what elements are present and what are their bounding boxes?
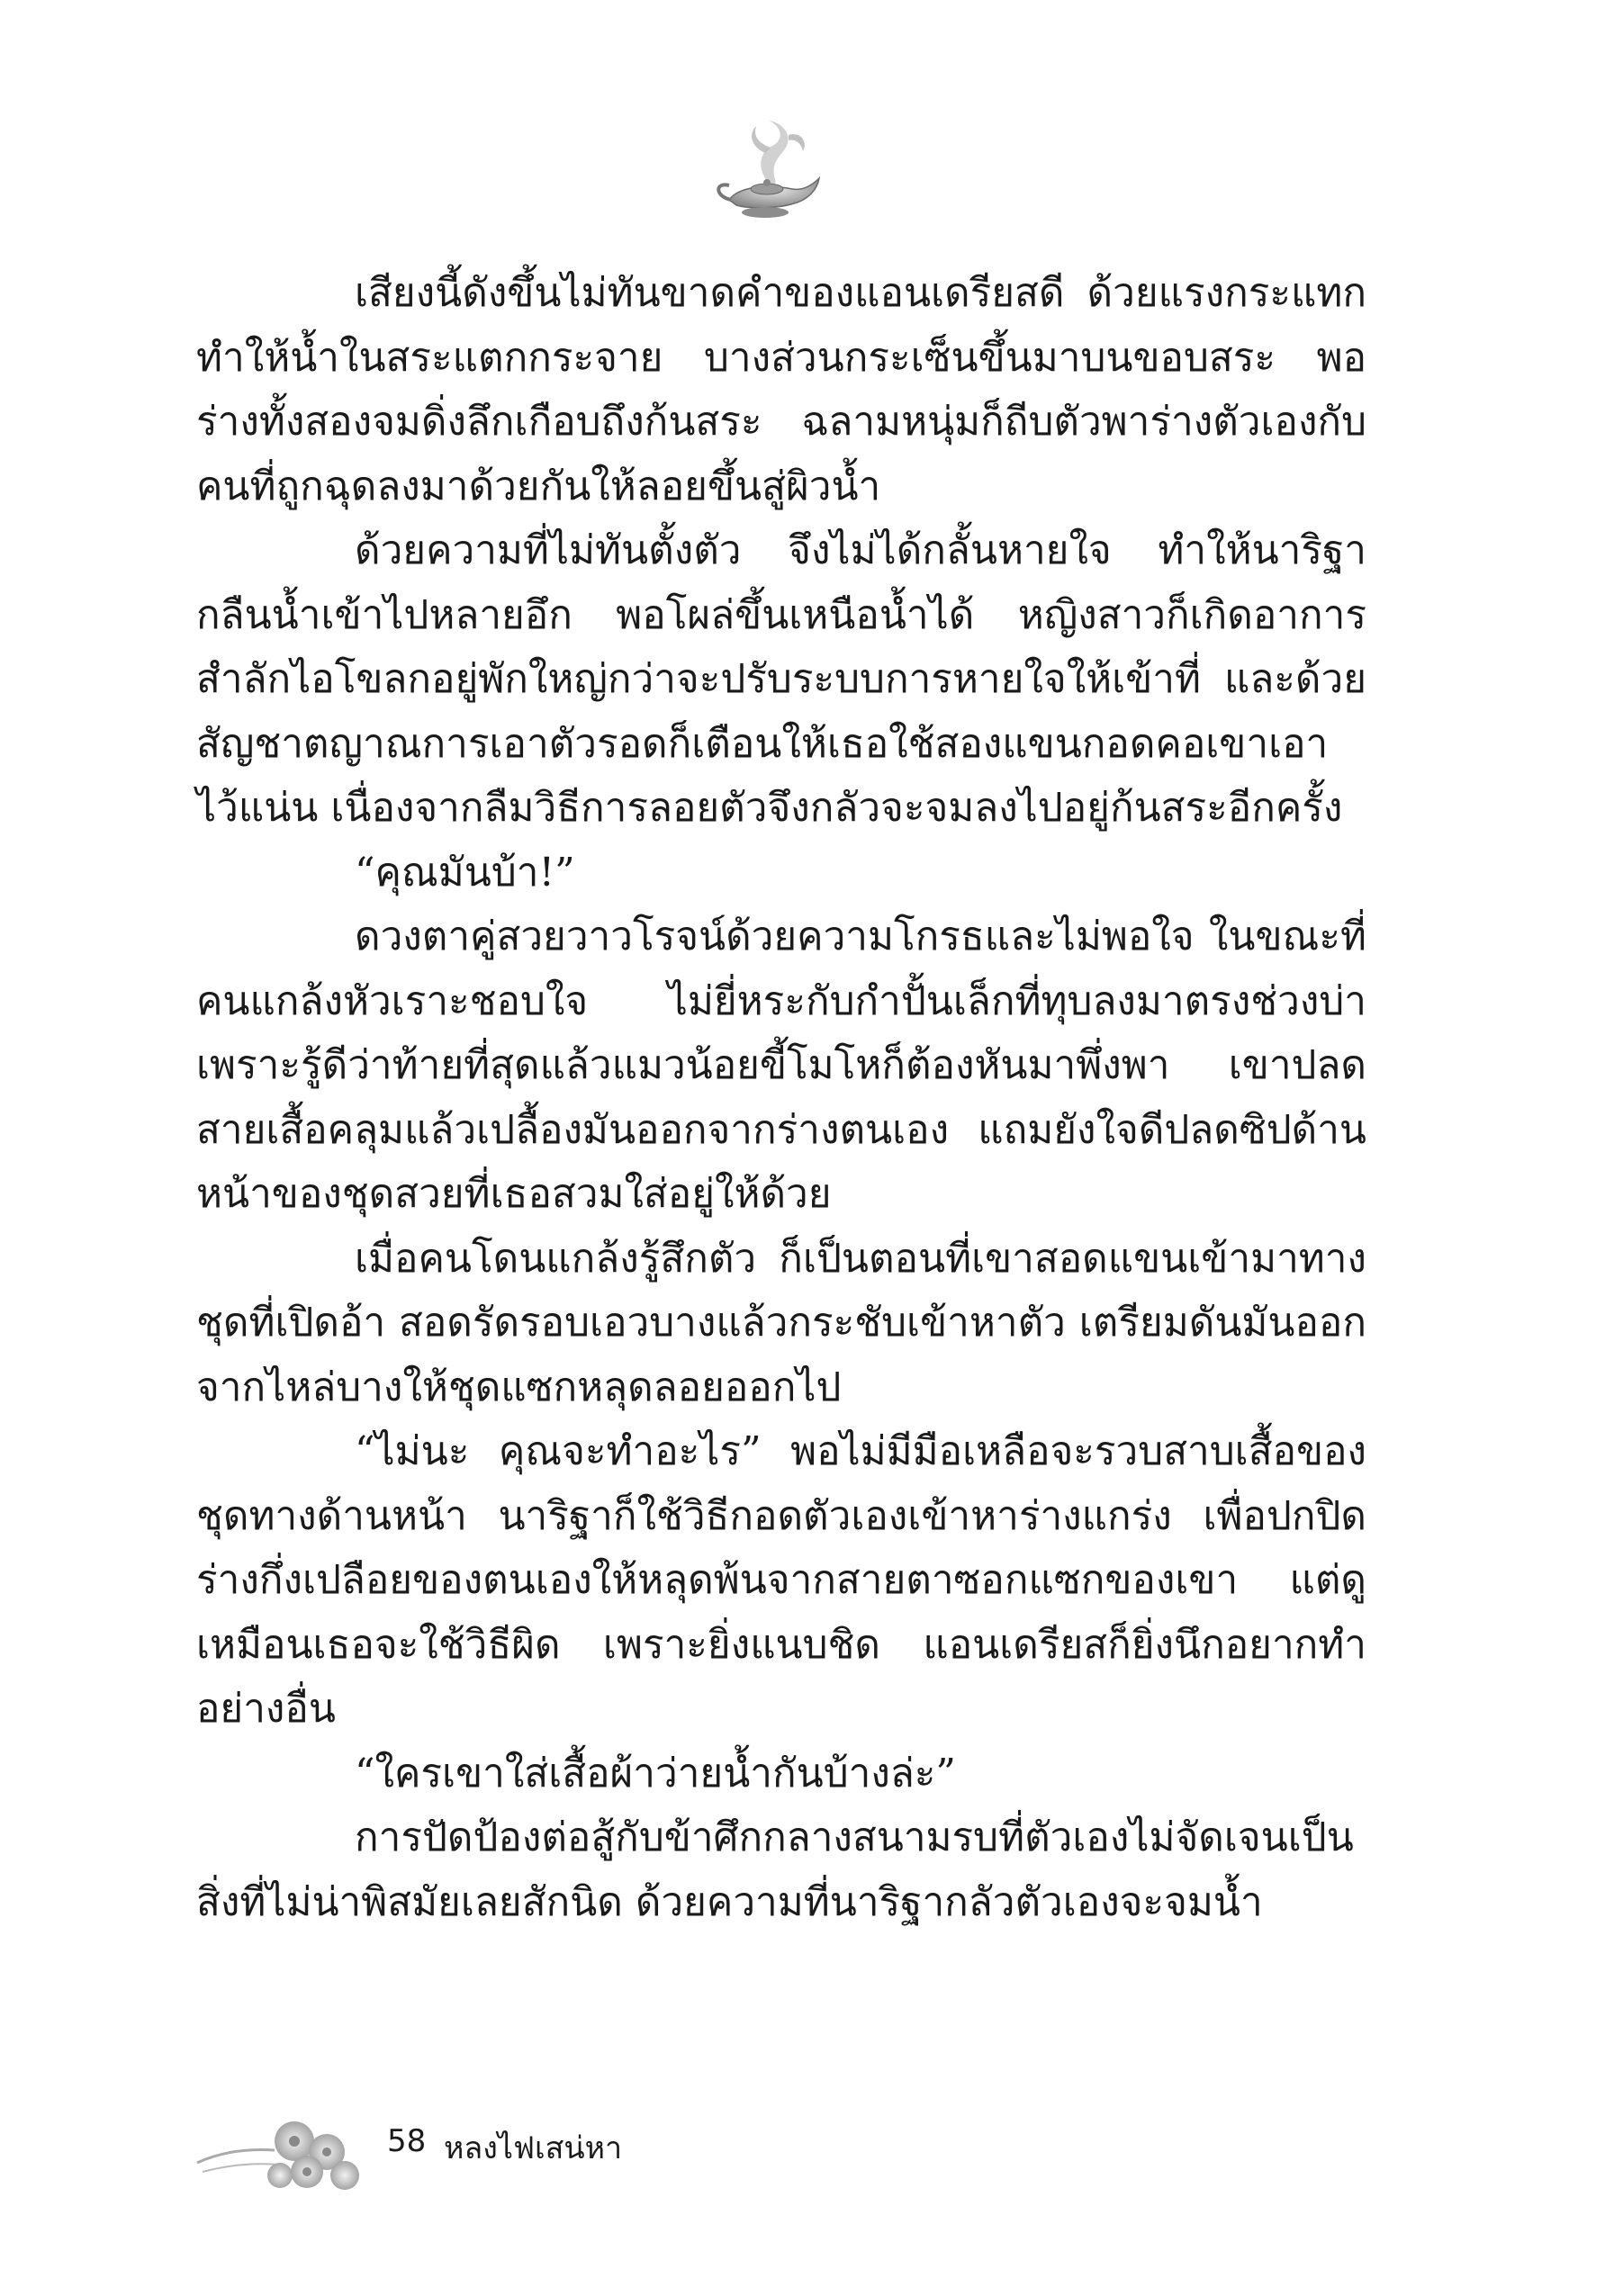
paragraph: “ไม่นะ คุณจะทำอะไร” พอไม่มีมือเหลือจะรวบสาบเสื้อของชุดทางด้านหน้า นาริฐาก็ใช้วิธีกอดตัวเองเข้าหาร่างแกร่ง เพื่อปกปิดร่างกึ่งเปลือยของตนเองให้หลุดพ้นจากสายตาซอกแซกของเขา แต่ดูเหมือนเธอจะใช้วิธีผิด เพราะยิ่งแนบชิด แอนเดรียสก็ยิ่งนึกอยากทำอย่างอื่น: [196, 1428, 1366, 1732]
dialogue-line: “ใครเขาใส่เสื้อผ้าว่ายน้ำกันบ้างล่ะ”: [355, 1750, 956, 1796]
book-title: หลงไฟเสน่หา: [444, 2130, 623, 2166]
paragraph: ด้วยความที่ไม่ทันตั้งตัว จึงไม่ได้กลั้นหายใจ ทำให้นาริฐากลืนน้ำเข้าไปหลายอึก พอโผล่ขึ้นเหนือน้ำได้ หญิงสาวก็เกิดอาการสำลักไอโขลกอยู่พักใหญ่กว่าจะปรับระบบการหายใจให้เข้าที่ และด้วยสัญชาตญาณการเอาตัวรอดก็เตือนให้เธอใช้สองแขนกอดคอเขาเอาไว้แน่น เนื่องจากลืมวิธีการลอยตัวจึงกลัวจะจมลงไปอยู่ก้นสระอีกครั้ง: [196, 527, 1366, 831]
page-footer: [194, 2093, 734, 2201]
body-text: [196, 261, 1366, 1934]
paragraph: การปัดป้องต่อสู้กับข้าศึกกลางสนามรบที่ตัวเองไม่จัดเจนเป็นสิ่งที่ไม่น่าพิสมัยเลยสักนิด ด้วยความที่นาริฐากลัวตัวเองจะจมน้ำ: [196, 1814, 1354, 1925]
dialogue-line: “คุณมันบ้า!”: [355, 849, 575, 896]
paragraph: เสียงนี้ดังขึ้นไม่ทันขาดคำของแอนเดรียสดี ด้วยแรงกระแทกทำให้น้ำในสระแตกกระจาย บางส่วนกระเซ็นขึ้นมาบนขอบสระ พอร่างทั้งสองจมดิ่งลึกเกือบถึงก้นสระ ฉลามหนุ่มก็ถีบตัวพาร่างตัวเองกับคนที่ถูกฉุดลงมาด้วยกันให้ลอยขึ้นสู่ผิวน้ำ: [196, 270, 1366, 509]
page-number: 58: [387, 2123, 427, 2159]
genie-lamp-icon: [702, 99, 837, 234]
paragraph: ดวงตาคู่สวยวาวโรจน์ด้วยความโกรธและไม่พอใจ ในขณะที่คนแกล้งหัวเราะชอบใจ ไม่ยี่หระกับกำปั้นเล็กที่ทุบลงมาตรงช่วงบ่า เพราะรู้ดีว่าท้ายที่สุดแล้วแมวน้อยขี้โมโหก็ต้องหันมาพึ่งพา เขาปลดสายเสื้อคลุมแล้วเปลื้องมันออกจากร่างตนเอง แถมยังใจดีปลดซิปด้านหน้าของชุดสวยที่เธอสวมใส่อยู่ให้ด้วย: [196, 914, 1366, 1217]
paragraph: เมื่อคนโดนแกล้งรู้สึกตัว ก็เป็นตอนที่เขาสอดแขนเข้ามาทางชุดที่เปิดอ้า สอดรัดรอบเอวบางแล้วกระชับเข้าหาตัว เตรียมดันมันออกจากไหล่บางให้ชุดแซกหลุดลอยออกไป: [196, 1235, 1366, 1410]
flower-bouquet-icon: [194, 2093, 374, 2201]
